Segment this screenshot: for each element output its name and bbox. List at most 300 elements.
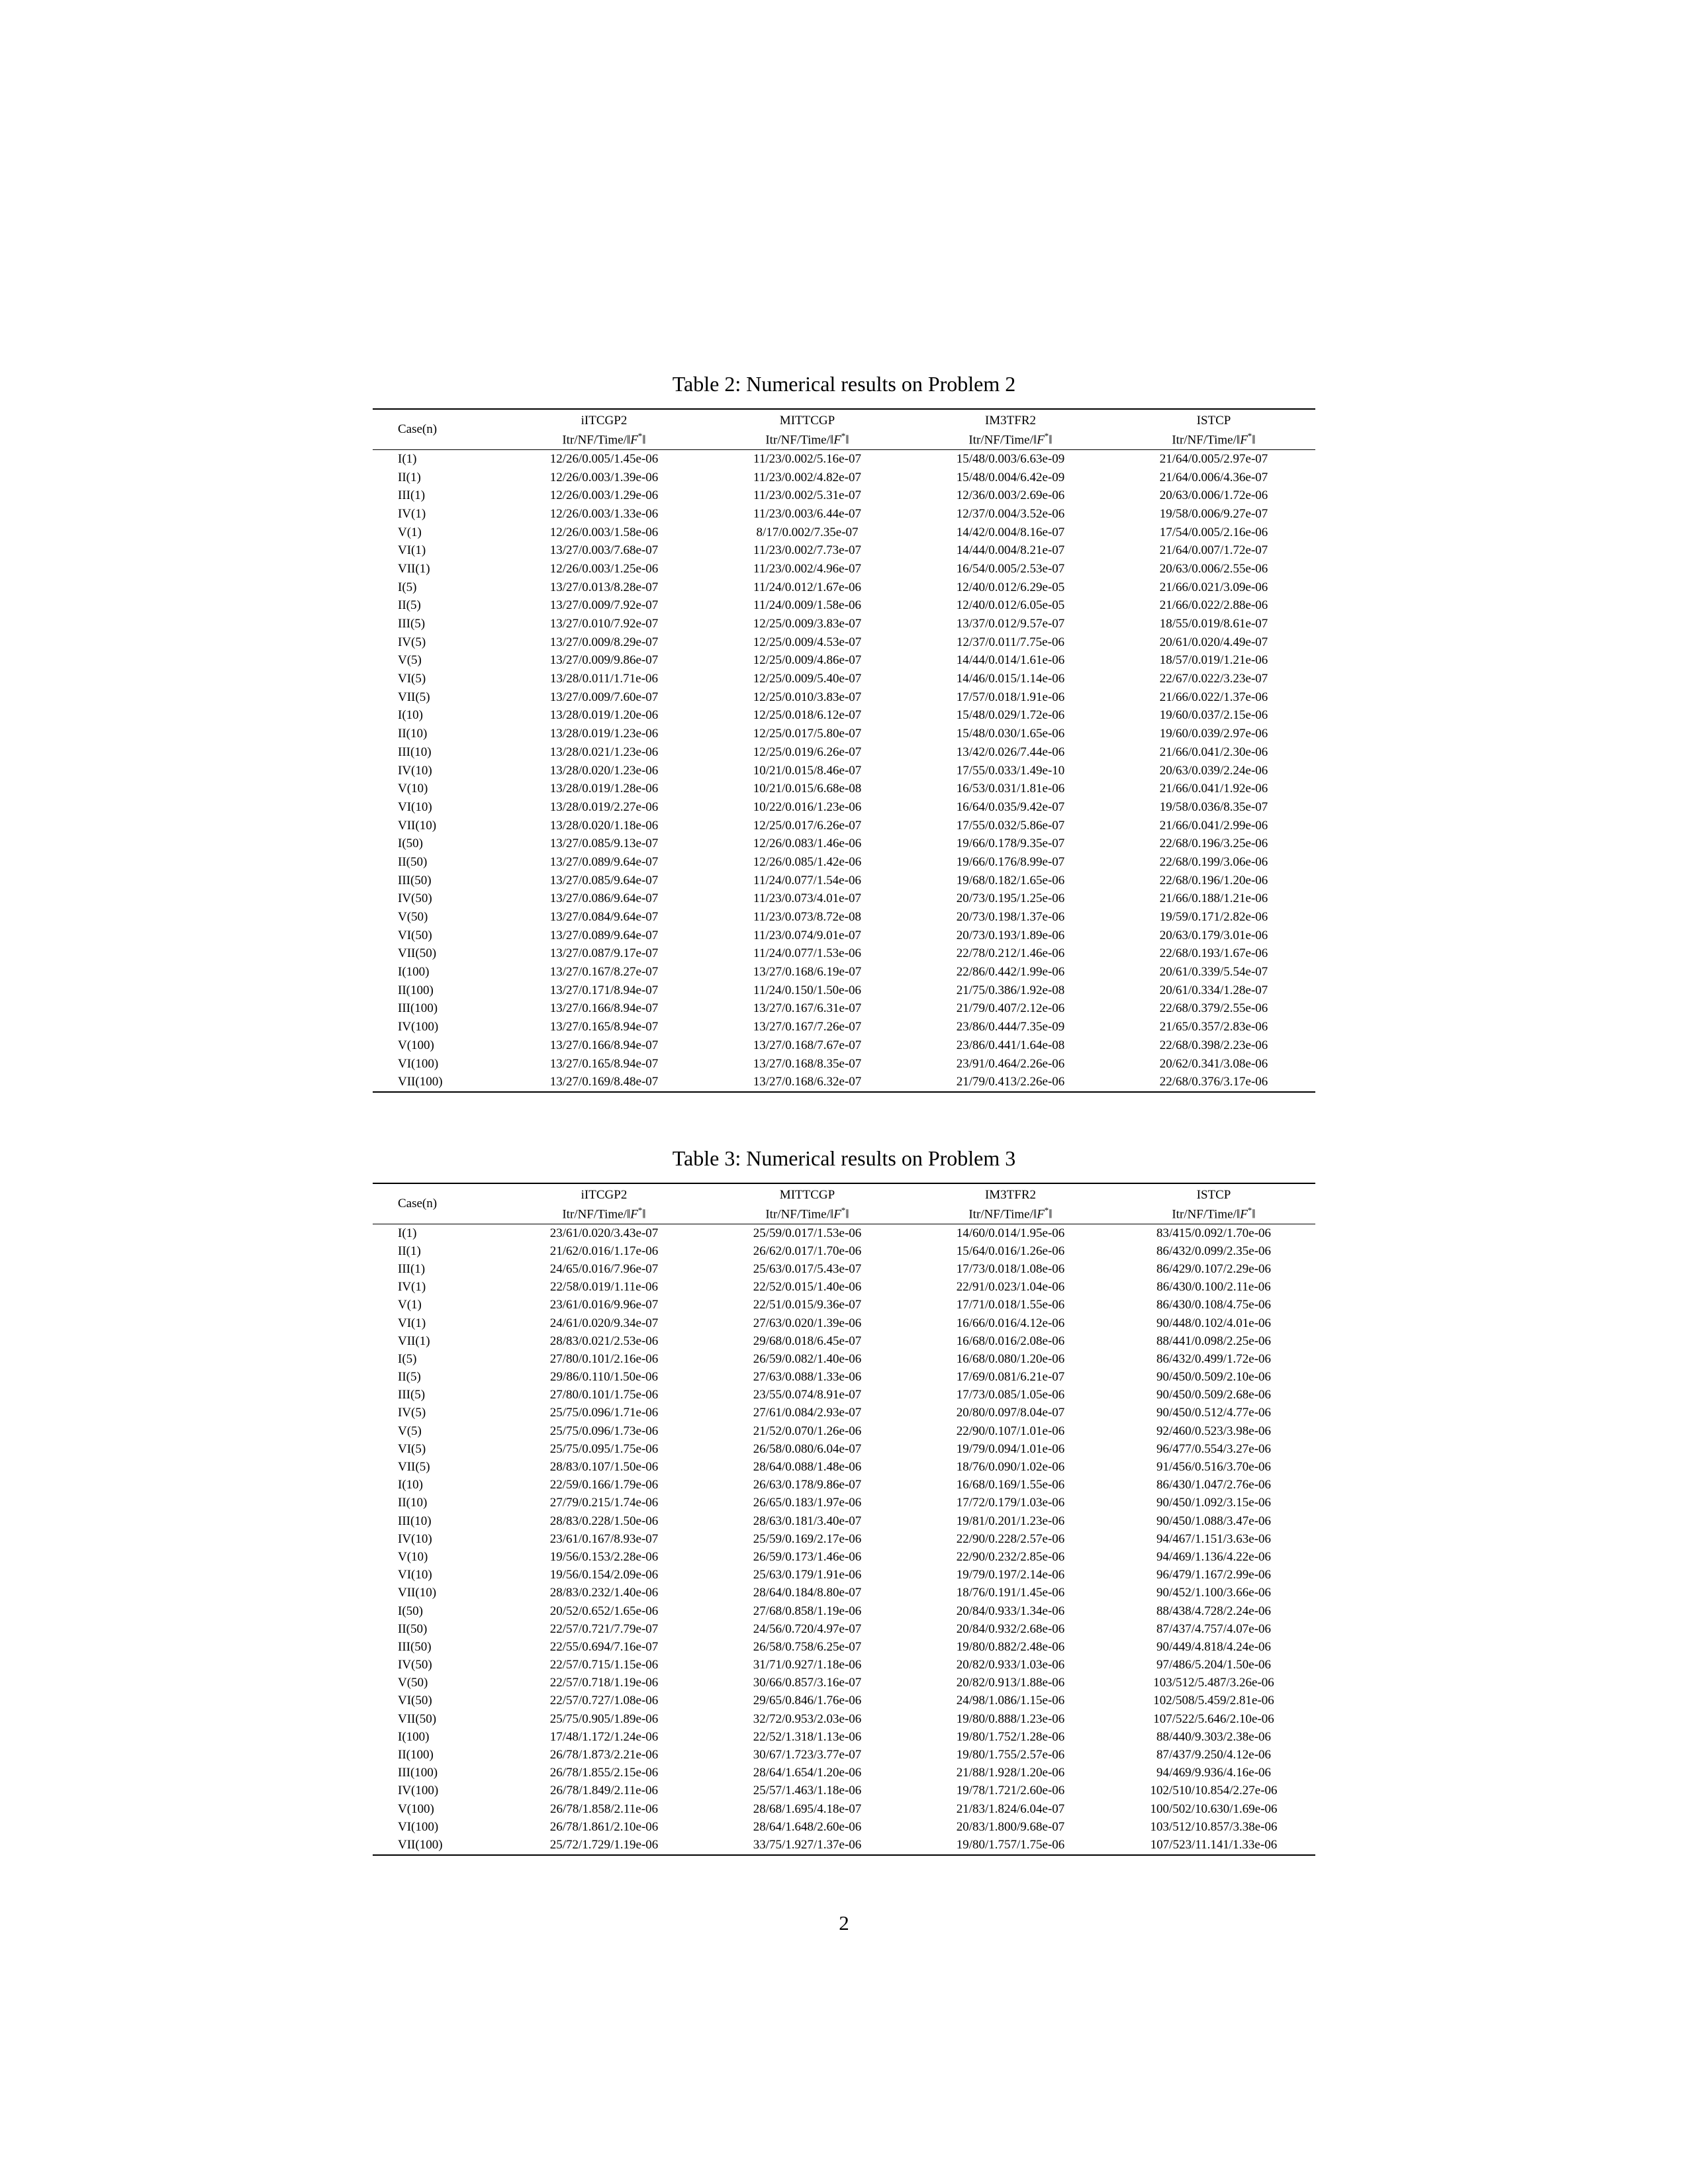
table-row [373, 1055, 1315, 1073]
result-cell: 15/64/0.016/1.26e-06 [956, 1244, 1065, 1258]
result-cell: 13/28/0.011/1.71e-06 [550, 672, 658, 686]
result-cell: 13/27/0.167/8.27e-07 [549, 965, 659, 979]
table-row [373, 1764, 1315, 1782]
result-cell: 21/66/0.188/1.21e-06 [1159, 891, 1268, 906]
result-cell: 22/51/0.015/9.36e-07 [753, 1298, 862, 1312]
result-cell: 19/59/0.171/2.82e-06 [1159, 910, 1268, 925]
result-cell: 19/78/1.721/2.60e-06 [956, 1784, 1065, 1798]
result-cell: 13/27/0.009/7.60e-07 [549, 690, 659, 704]
result-cell: 26/65/0.183/1.97e-06 [753, 1496, 862, 1510]
case-cell: IV(100) [398, 1784, 439, 1798]
case-cell: IV(1) [398, 1280, 426, 1295]
result-cell: 12/40/0.012/6.05e-05 [956, 598, 1065, 613]
result-cell: 22/68/0.193/1.67e-06 [1159, 946, 1268, 961]
result-cell: 13/27/0.167/7.26e-07 [753, 1020, 862, 1034]
result-cell: 20/63/0.039/2.24e-06 [1159, 763, 1268, 778]
result-cell: 11/23/0.002/4.82e-07 [753, 470, 861, 484]
results-table-3 [373, 1183, 1315, 1856]
result-cell: 24/61/0.020/9.34e-07 [549, 1316, 659, 1330]
result-cell: 16/66/0.016/4.12e-06 [956, 1316, 1065, 1330]
result-cell: 19/79/0.197/2.14e-06 [956, 1568, 1065, 1582]
result-cell: 11/23/0.002/5.31e-07 [753, 488, 861, 503]
result-cell: 18/76/0.191/1.45e-06 [956, 1586, 1065, 1600]
result-cell: 90/450/0.509/2.10e-06 [1156, 1370, 1272, 1385]
metric-prefix: Itr/NF/Time/‖ [968, 1207, 1037, 1222]
result-cell: 26/58/0.758/6.25e-07 [753, 1639, 862, 1654]
result-cell: 28/64/0.184/8.80e-07 [753, 1586, 862, 1600]
result-cell: 22/52/1.318/1.13e-06 [753, 1729, 862, 1744]
case-cell: III(50) [398, 1639, 432, 1654]
metric-star: * [637, 431, 643, 441]
result-cell: 86/430/0.100/2.11e-06 [1156, 1280, 1271, 1295]
result-cell: 11/23/0.003/6.44e-07 [753, 506, 861, 521]
table-row [373, 688, 1315, 707]
result-cell: 27/68/0.858/1.19e-06 [753, 1604, 862, 1618]
case-cell: I(5) [398, 1351, 417, 1366]
table-2-body [373, 450, 1315, 1093]
case-cell: II(100) [398, 983, 434, 997]
table-row [373, 725, 1315, 743]
result-cell: 13/27/0.166/8.94e-07 [549, 1038, 659, 1052]
result-cell: 25/75/0.905/1.89e-06 [549, 1711, 659, 1726]
result-cell: 21/79/0.413/2.26e-06 [956, 1075, 1065, 1089]
result-cell: 11/24/0.009/1.58e-06 [753, 598, 861, 613]
metric-subheader [1112, 1204, 1315, 1224]
metric-suffix: ‖ [1252, 433, 1256, 447]
result-cell: 83/415/0.092/1.70e-06 [1156, 1226, 1272, 1240]
result-cell: 11/23/0.073/8.72e-08 [753, 910, 861, 925]
case-cell: III(10) [398, 745, 432, 759]
result-cell: 16/54/0.005/2.53e-07 [956, 561, 1065, 576]
result-cell: 13/27/0.167/6.31e-07 [753, 1001, 862, 1016]
result-cell: 20/52/0.652/1.65e-06 [549, 1604, 659, 1618]
case-cell: VI(10) [398, 1568, 432, 1582]
result-cell: 22/68/0.398/2.23e-06 [1159, 1038, 1268, 1052]
table-row [373, 1458, 1315, 1476]
case-cell: V(100) [398, 1801, 434, 1816]
result-cell: 24/98/1.086/1.15e-06 [956, 1694, 1065, 1708]
table-row [373, 1018, 1315, 1036]
result-cell: 29/86/0.110/1.50e-06 [550, 1370, 658, 1385]
result-cell: 19/56/0.154/2.09e-06 [549, 1568, 659, 1582]
case-cell: V(1) [398, 525, 422, 539]
result-cell: 21/66/0.041/2.30e-06 [1159, 745, 1268, 759]
result-cell: 23/61/0.167/8.93e-07 [549, 1531, 659, 1546]
result-cell: 13/27/0.168/7.67e-07 [753, 1038, 862, 1052]
result-cell: 14/42/0.004/8.16e-07 [956, 525, 1065, 539]
result-cell: 28/68/1.695/4.18e-07 [753, 1801, 862, 1816]
result-cell: 20/82/0.933/1.03e-06 [956, 1658, 1065, 1672]
case-cell: VII(100) [398, 1837, 443, 1852]
result-cell: 18/57/0.019/1.21e-06 [1159, 653, 1268, 668]
table-row [373, 1782, 1315, 1800]
result-cell: 22/91/0.023/1.04e-06 [956, 1280, 1065, 1295]
case-cell: VII(5) [398, 1460, 430, 1475]
table-row [373, 652, 1315, 670]
metric-prefix: Itr/NF/Time/‖ [562, 433, 631, 447]
case-cell: III(5) [398, 617, 426, 631]
metric-subheader [909, 430, 1112, 450]
result-cell: 16/64/0.035/9.42e-07 [956, 799, 1065, 814]
result-cell: 12/26/0.003/1.39e-06 [549, 470, 659, 484]
case-cell: VII(10) [398, 1586, 437, 1600]
table-2-caption: Table 2: Numerical results on Problem 2 [672, 372, 1016, 396]
result-cell: 19/81/0.201/1.23e-06 [956, 1514, 1065, 1528]
result-cell: 27/80/0.101/2.16e-06 [549, 1351, 659, 1366]
result-cell: 17/54/0.005/2.16e-06 [1159, 525, 1268, 539]
result-cell: 13/27/0.009/8.29e-07 [549, 635, 659, 649]
table-3-section [373, 1146, 1315, 1856]
table-row [373, 945, 1315, 964]
result-cell: 14/46/0.015/1.14e-06 [956, 672, 1065, 686]
result-cell: 12/25/0.009/3.83e-07 [753, 617, 862, 631]
result-cell: 13/37/0.012/9.57e-07 [956, 617, 1065, 631]
case-cell: IV(50) [398, 891, 432, 906]
case-cell: I(10) [398, 708, 423, 723]
result-cell: 87/437/9.250/4.12e-06 [1156, 1748, 1272, 1762]
result-cell: 19/60/0.039/2.97e-06 [1159, 727, 1268, 741]
case-cell: III(100) [398, 1766, 438, 1780]
result-cell: 20/63/0.006/1.72e-06 [1159, 488, 1268, 503]
result-cell: 20/73/0.195/1.25e-06 [956, 891, 1065, 906]
table-row [373, 927, 1315, 945]
result-cell: 19/66/0.176/8.99e-07 [956, 854, 1065, 869]
case-column-header: Case(n) [398, 1197, 438, 1210]
result-cell: 10/21/0.015/8.46e-07 [753, 763, 862, 778]
result-cell: 23/61/0.020/3.43e-07 [549, 1226, 659, 1240]
result-cell: 33/75/1.927/1.37e-06 [753, 1837, 862, 1852]
result-cell: 26/78/1.861/2.10e-06 [549, 1819, 659, 1834]
case-cell: III(100) [398, 1001, 438, 1016]
result-cell: 16/68/0.016/2.08e-06 [956, 1334, 1065, 1348]
metric-subheader [502, 430, 706, 450]
result-cell: 20/62/0.341/3.08e-06 [1159, 1056, 1268, 1071]
result-cell: 16/68/0.169/1.55e-06 [956, 1478, 1065, 1492]
result-cell: 13/27/0.003/7.68e-07 [549, 543, 659, 558]
result-cell: 20/84/0.933/1.34e-06 [956, 1604, 1065, 1618]
case-cell: II(1) [398, 470, 421, 484]
result-cell: 25/75/0.095/1.75e-06 [549, 1441, 659, 1456]
result-cell: 28/83/0.228/1.50e-06 [549, 1514, 659, 1528]
result-cell: 25/75/0.096/1.73e-06 [549, 1424, 659, 1438]
table-row [373, 1369, 1315, 1387]
case-cell: VI(50) [398, 928, 432, 942]
result-cell: 22/55/0.694/7.16e-07 [549, 1639, 659, 1654]
result-cell: 27/79/0.215/1.74e-06 [549, 1496, 659, 1510]
result-cell: 28/64/1.648/2.60e-06 [753, 1819, 862, 1834]
result-cell: 12/37/0.004/3.52e-06 [956, 506, 1065, 521]
result-cell: 11/23/0.002/5.16e-07 [753, 451, 861, 466]
table-row [373, 1602, 1315, 1620]
metric-suffix: ‖ [845, 433, 849, 447]
result-cell: 12/25/0.018/6.12e-07 [753, 708, 862, 723]
metric-subheader [706, 430, 909, 450]
metric-prefix: Itr/NF/Time/‖ [968, 433, 1037, 447]
result-cell: 96/477/0.554/3.27e-06 [1156, 1441, 1272, 1456]
table-row [373, 1836, 1315, 1854]
table-row [373, 1387, 1315, 1404]
result-cell: 96/479/1.167/2.99e-06 [1156, 1568, 1272, 1582]
metric-f-symbol: F [1037, 1207, 1045, 1222]
result-cell: 22/68/0.199/3.06e-06 [1159, 854, 1268, 869]
table-row [373, 1440, 1315, 1458]
metric-star: * [1247, 1205, 1252, 1216]
table-row [373, 817, 1315, 835]
table-row [373, 578, 1315, 597]
result-cell: 29/65/0.846/1.76e-06 [753, 1694, 862, 1708]
table-row [373, 505, 1315, 523]
result-cell: 20/83/1.800/9.68e-07 [956, 1819, 1065, 1834]
metric-star: * [841, 431, 846, 441]
case-cell: IV(100) [398, 1020, 439, 1034]
table-row [373, 872, 1315, 890]
result-cell: 28/63/0.181/3.40e-07 [753, 1514, 862, 1528]
result-cell: 12/25/0.017/6.26e-07 [753, 818, 862, 833]
case-cell: VI(1) [398, 1316, 426, 1330]
table-row [373, 1477, 1315, 1494]
result-cell: 26/63/0.178/9.86e-07 [753, 1478, 862, 1492]
metric-prefix: Itr/NF/Time/‖ [562, 1207, 631, 1222]
case-cell: V(50) [398, 1676, 428, 1690]
result-cell: 91/456/0.516/3.70e-06 [1156, 1460, 1272, 1475]
result-cell: 30/67/1.723/3.77e-07 [753, 1748, 862, 1762]
result-cell: 29/68/0.018/6.45e-07 [753, 1334, 862, 1348]
metric-suffix: ‖ [1049, 1207, 1053, 1222]
result-cell: 17/73/0.018/1.08e-06 [956, 1261, 1065, 1276]
result-cell: 22/68/0.196/1.20e-06 [1159, 873, 1268, 887]
case-cell: I(10) [398, 1478, 423, 1492]
metric-prefix: Itr/NF/Time/‖ [765, 1207, 834, 1222]
table-row [373, 1548, 1315, 1566]
result-cell: 23/61/0.016/9.96e-07 [549, 1298, 659, 1312]
result-cell: 21/64/0.005/2.97e-07 [1159, 451, 1268, 466]
column-header-iitcgp2: iITCGP2 [581, 413, 628, 428]
metric-subheader [1112, 430, 1315, 450]
result-cell: 90/450/0.509/2.68e-06 [1156, 1388, 1272, 1402]
case-cell: IV(10) [398, 763, 432, 778]
table-row [373, 1242, 1315, 1260]
table-row [373, 560, 1315, 578]
metric-star: * [841, 1205, 846, 1216]
result-cell: 12/25/0.019/6.26e-07 [753, 745, 862, 759]
result-cell: 14/44/0.004/8.21e-07 [956, 543, 1065, 558]
case-cell: II(50) [398, 854, 428, 869]
result-cell: 87/437/4.757/4.07e-06 [1156, 1621, 1272, 1636]
result-cell: 86/429/0.107/2.29e-06 [1156, 1261, 1272, 1276]
metric-star: * [1247, 431, 1252, 441]
result-cell: 13/27/0.089/9.64e-07 [549, 928, 659, 942]
result-cell: 15/48/0.030/1.65e-06 [956, 727, 1065, 741]
result-cell: 21/75/0.386/1.92e-08 [956, 983, 1065, 997]
case-cell: VII(50) [398, 946, 437, 961]
result-cell: 19/80/0.882/2.48e-06 [956, 1639, 1065, 1654]
result-cell: 11/24/0.012/1.67e-06 [753, 580, 861, 594]
table-row [373, 541, 1315, 560]
result-cell: 26/62/0.017/1.70e-06 [753, 1244, 862, 1258]
case-cell: VII(10) [398, 818, 437, 833]
table-row [373, 1036, 1315, 1055]
table-row [373, 853, 1315, 872]
result-cell: 13/27/0.086/9.64e-07 [549, 891, 659, 906]
case-cell: V(50) [398, 910, 428, 925]
result-cell: 86/430/0.108/4.75e-06 [1156, 1298, 1272, 1312]
case-cell: I(100) [398, 1729, 430, 1744]
result-cell: 18/76/0.090/1.02e-06 [956, 1460, 1065, 1475]
metric-f-symbol: F [1240, 1207, 1248, 1222]
result-cell: 23/55/0.074/8.91e-07 [753, 1388, 862, 1402]
result-cell: 15/48/0.029/1.72e-06 [956, 708, 1065, 723]
result-cell: 14/44/0.014/1.61e-06 [956, 653, 1065, 668]
result-cell: 19/58/0.036/8.35e-07 [1159, 799, 1268, 814]
result-cell: 19/80/1.757/1.75e-06 [956, 1837, 1065, 1852]
metric-star: * [637, 1205, 643, 1216]
result-cell: 31/71/0.927/1.18e-06 [753, 1658, 862, 1672]
table-row [373, 1800, 1315, 1818]
metric-suffix: ‖ [1252, 1207, 1256, 1222]
table-row [373, 670, 1315, 688]
result-cell: 26/58/0.080/6.04e-07 [753, 1441, 862, 1456]
table-row [373, 1350, 1315, 1368]
result-cell: 21/66/0.022/2.88e-06 [1159, 598, 1268, 613]
table-row [373, 1512, 1315, 1530]
case-cell: II(5) [398, 1370, 421, 1385]
table-row [373, 597, 1315, 615]
result-cell: 17/69/0.081/6.21e-07 [956, 1370, 1065, 1385]
result-cell: 21/64/0.007/1.72e-07 [1159, 543, 1268, 558]
table-3-header [373, 1183, 1315, 1224]
result-cell: 25/59/0.017/1.53e-06 [753, 1226, 862, 1240]
result-cell: 27/63/0.088/1.33e-06 [753, 1370, 862, 1385]
result-cell: 21/66/0.041/2.99e-06 [1159, 818, 1268, 833]
metric-star: * [1044, 1205, 1049, 1216]
result-cell: 11/24/0.077/1.54e-06 [753, 873, 861, 887]
result-cell: 28/83/0.232/1.40e-06 [549, 1586, 659, 1600]
result-cell: 13/28/0.020/1.18e-06 [549, 818, 659, 833]
result-cell: 19/68/0.182/1.65e-06 [956, 873, 1065, 887]
result-cell: 94/469/9.936/4.16e-06 [1156, 1766, 1272, 1780]
metric-suffix: ‖ [642, 1207, 646, 1222]
result-cell: 19/60/0.037/2.15e-06 [1159, 708, 1268, 723]
case-cell: IV(1) [398, 506, 426, 521]
table-3-body [373, 1224, 1315, 1855]
result-cell: 13/28/0.021/1.23e-06 [549, 745, 659, 759]
result-cell: 12/25/0.010/3.83e-07 [753, 690, 862, 704]
result-cell: 26/78/1.858/2.11e-06 [550, 1801, 658, 1816]
table-row [373, 908, 1315, 927]
result-cell: 21/66/0.021/3.09e-06 [1159, 580, 1268, 594]
result-cell: 25/63/0.017/5.43e-07 [753, 1261, 862, 1276]
result-cell: 20/84/0.932/2.68e-06 [956, 1621, 1065, 1636]
result-cell: 22/86/0.442/1.99e-06 [956, 965, 1065, 979]
result-cell: 11/24/0.150/1.50e-06 [753, 983, 861, 997]
result-cell: 88/440/9.303/2.38e-06 [1156, 1729, 1272, 1744]
case-cell: V(10) [398, 1549, 428, 1564]
result-cell: 17/55/0.032/5.86e-07 [956, 818, 1065, 833]
result-cell: 12/26/0.003/1.25e-06 [549, 561, 659, 576]
result-cell: 12/25/0.017/5.80e-07 [753, 727, 862, 741]
result-cell: 21/64/0.006/4.36e-07 [1159, 470, 1268, 484]
result-cell: 13/27/0.169/8.48e-07 [549, 1075, 659, 1089]
column-header-mittcgp: MITTCGP [779, 413, 835, 428]
result-cell: 11/23/0.073/4.01e-07 [753, 891, 861, 906]
table-row [373, 1657, 1315, 1674]
case-cell: I(1) [398, 451, 417, 466]
metric-star: * [1044, 431, 1049, 441]
result-cell: 21/83/1.824/6.04e-07 [956, 1801, 1065, 1816]
case-cell: II(100) [398, 1748, 434, 1762]
result-cell: 13/28/0.019/1.20e-06 [549, 708, 659, 723]
case-cell: II(1) [398, 1244, 421, 1258]
result-cell: 12/26/0.003/1.58e-06 [549, 525, 659, 539]
result-cell: 103/512/10.857/3.38e-06 [1150, 1819, 1278, 1834]
result-cell: 18/55/0.019/8.61e-07 [1159, 617, 1268, 631]
result-cell: 107/522/5.646/2.10e-06 [1153, 1711, 1274, 1726]
result-cell: 13/27/0.010/7.92e-07 [549, 617, 659, 631]
case-cell: VI(100) [398, 1056, 439, 1071]
result-cell: 27/80/0.101/1.75e-06 [549, 1388, 659, 1402]
case-cell: IV(5) [398, 1406, 426, 1420]
table-row [373, 633, 1315, 652]
result-cell: 107/523/11.141/1.33e-06 [1150, 1837, 1278, 1852]
case-cell: I(50) [398, 837, 423, 851]
result-cell: 13/28/0.019/2.27e-06 [549, 799, 659, 814]
result-cell: 22/90/0.107/1.01e-06 [956, 1424, 1065, 1438]
table-row [373, 1692, 1315, 1710]
case-cell: VI(5) [398, 672, 426, 686]
metric-subheader [502, 1204, 706, 1224]
table-row [373, 1567, 1315, 1584]
case-cell: III(1) [398, 1261, 426, 1276]
metric-subheader [909, 1204, 1112, 1224]
result-cell: 12/25/0.009/5.40e-07 [753, 672, 862, 686]
metric-f-symbol: F [1037, 433, 1045, 447]
result-cell: 17/55/0.033/1.49e-10 [956, 763, 1065, 778]
case-cell: III(50) [398, 873, 432, 887]
result-cell: 94/469/1.136/4.22e-06 [1156, 1549, 1272, 1564]
result-cell: 19/80/0.888/1.23e-06 [956, 1711, 1065, 1726]
result-cell: 12/26/0.085/1.42e-06 [753, 854, 862, 869]
result-cell: 13/27/0.165/8.94e-07 [549, 1020, 659, 1034]
result-cell: 22/68/0.196/3.25e-06 [1159, 837, 1268, 851]
table-row [373, 1674, 1315, 1692]
result-cell: 19/79/0.094/1.01e-06 [956, 1441, 1065, 1456]
table-row [373, 1404, 1315, 1422]
case-cell: V(5) [398, 653, 422, 668]
result-cell: 26/59/0.173/1.46e-06 [753, 1549, 862, 1564]
result-cell: 20/61/0.339/5.54e-07 [1159, 965, 1268, 979]
case-cell: VI(5) [398, 1441, 426, 1456]
case-cell: III(1) [398, 488, 426, 503]
result-cell: 12/25/0.009/4.86e-07 [753, 653, 862, 668]
result-cell: 32/72/0.953/2.03e-06 [753, 1711, 862, 1726]
table-3-caption: Table 3: Numerical results on Problem 3 [672, 1146, 1016, 1170]
result-cell: 11/23/0.002/7.73e-07 [753, 543, 861, 558]
table-row [373, 1224, 1315, 1243]
result-cell: 20/63/0.006/2.55e-06 [1159, 561, 1268, 576]
result-cell: 30/66/0.857/3.16e-07 [753, 1676, 862, 1690]
column-header-iitcgp2: iITCGP2 [581, 1187, 628, 1202]
result-cell: 12/26/0.005/1.45e-06 [549, 451, 659, 466]
result-cell: 90/448/0.102/4.01e-06 [1156, 1316, 1272, 1330]
result-cell: 12/37/0.011/7.75e-06 [957, 635, 1064, 649]
result-cell: 21/66/0.022/1.37e-06 [1159, 690, 1268, 704]
table-row [373, 743, 1315, 762]
table-row [373, 1279, 1315, 1297]
result-cell: 11/23/0.002/4.96e-07 [753, 561, 861, 576]
result-cell: 21/65/0.357/2.83e-06 [1159, 1020, 1268, 1034]
result-cell: 26/78/1.855/2.15e-06 [549, 1766, 659, 1780]
result-cell: 92/460/0.523/3.98e-06 [1156, 1424, 1272, 1438]
